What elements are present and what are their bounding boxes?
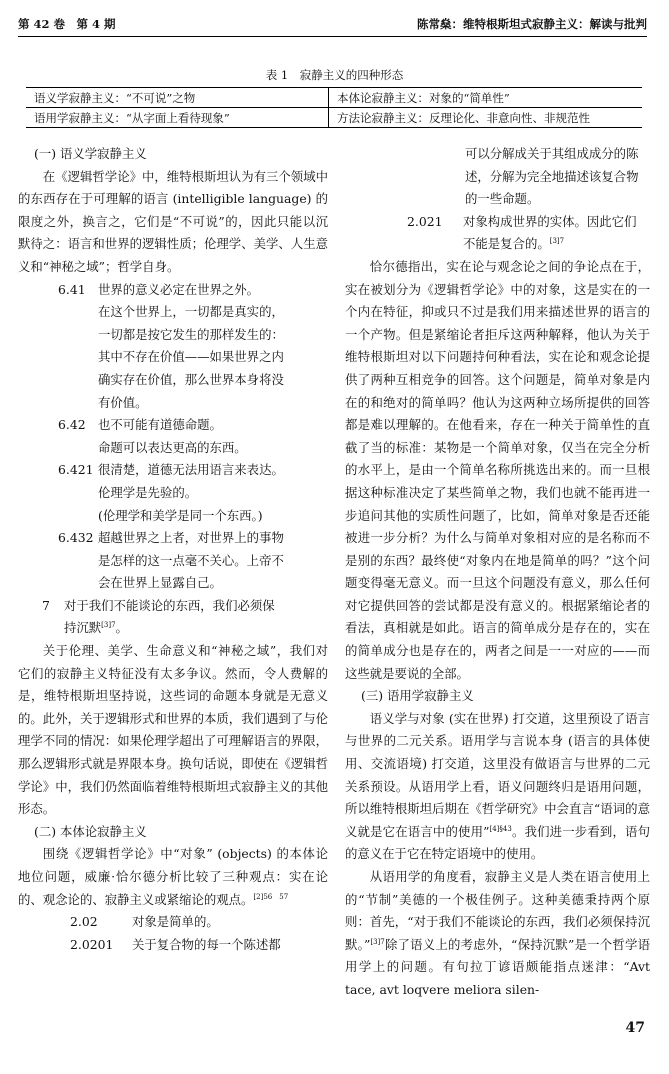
section-heading-semantic: (一) 语义学寂静主义 bbox=[34, 146, 147, 161]
quote-7 bbox=[42, 595, 282, 640]
paragraph bbox=[18, 843, 328, 911]
quote-text: 世界的意义必定在世界之外。 bbox=[98, 281, 260, 297]
quote-text: 关于复合物的每一个陈述都 bbox=[132, 936, 281, 952]
quote-continuation: 可以分解成关于其组成成分的陈述，分解为完全地描述该复合物的一些命题。 bbox=[465, 146, 639, 207]
quote-text: 伦理学是先验的。 bbox=[98, 484, 198, 500]
table-cell: 本体论寂静主义：对象的“简单性” bbox=[329, 88, 643, 108]
quote-number: 6.42 bbox=[58, 417, 86, 433]
quote-number: 6.41 bbox=[58, 281, 86, 297]
quote-6-421 bbox=[58, 459, 294, 527]
paragraph-text: 围绕《逻辑哲学论》中“对象” (objects) 的本体论地位问题，威廉·恰尔德分析比较了三种观点：实在论的、观念论的、寂静主义或紧缩论的观点。 bbox=[18, 846, 328, 907]
header-rule bbox=[18, 36, 647, 37]
paragraph-text: 语义学与对象 (实在世界) 打交道，这里预设了语言与世界的二元关系。语用学与言说本身 (语言的具体使用、交流语境) 打交道，这里没有做语言与世界的二元关系预设。从语用学上看，语义问题终归是语用问题，所以维特根斯坦后期在《哲学研究》中会直言“语词的意义就是它在语言中的使用” bbox=[345, 710, 650, 839]
journal-volume: 第 42 卷 第 4 期 bbox=[18, 17, 116, 31]
section-heading-pragmatic: (三) 语用学寂静主义 bbox=[361, 688, 474, 704]
paragraph: 关于伦理、美学、生命意义和“神秘之域”，我们对它们的寂静主义特征没有太多争议。然而，令人费解的是，维特根斯坦坚持说，这些词的命题本身就是无意义的。此外，关于逻辑形式和世界的本质，我们遇到了与伦理学不同的情况：如果伦理学超出了可理解语言的界限，那么逻辑形式就是界限本身。换句话说，即使在《逻辑哲学论》中，我们仍然面临着维特根斯坦式寂静主义的其他形态。 bbox=[18, 643, 328, 817]
paragraph: 恰尔德指出，实在论与观念论之间的争论点在于，实在被划分为《逻辑哲学论》中的对象，这是实在的一个内在特征，抑或只不过是我们用来描述世界的语言的一个产物。但是紧缩论者拒斥这两种解释，他认为关于维特根斯坦对以下问题持何种看法，实在论和观念论提供了两种互相竞争的回答。这个问题是，简单对象是内在的和绝对的简单吗？他认为这两种立场所提供的回答都是难以理解的。在他看来，存在一种关于简单性的直截了当的标准：某物是一个简单对象，仅当在完全分析的水平上，是由一个简单名称所挑选出来的。而一旦根据这种标准决定了某些简单之物，我们也就不能再进一步追问其他的实质性问题了，比如，简单对象是否还能被进一步分析？为什么与简单对象相对应的是名称而不是别的东西？最终使“对象内在地是简单的吗？”这个问题变得毫无意义。而一旦这个问题没有意义，那么任何对它提供回答的尝试都是没有意义的。根据紧缩论者的看法，真相就是如此。语言的简单成分是存在的，实在的简单成分也是存在的，两者之间是一一对应的——而这些就是要说的全部。 bbox=[345, 258, 650, 681]
citation-ref: [3]7 bbox=[549, 237, 565, 246]
paragraph-text: 从语用学的角度看，寂静主义是人类在语言使用上的“节制”美德的一个极佳例子。这种美德秉持两个原则：首先，“对于我们不能谈论的东西，我们必须保持沉默。” bbox=[345, 869, 650, 952]
quote-number: 7 bbox=[42, 597, 50, 613]
quote-text: 也不可能有道德命题。 bbox=[98, 417, 222, 433]
left-column bbox=[18, 143, 328, 956]
citation-ref: [3]7 bbox=[101, 621, 116, 630]
quote-text-end: 。 bbox=[115, 620, 128, 636]
paragraph-text: 除了语义上的考虑外，“保持沉默”是一个哲学语用学上的问题。有句拉丁谚语颇能指点迷津：“Avt tace, avt loqvere meliora silen- bbox=[345, 936, 650, 997]
paragraph-text: 。我们进一步看到，语句的意义在于它在特定语境中的使用。 bbox=[345, 823, 650, 862]
citation-ref: [3]7 bbox=[370, 937, 385, 946]
quote-6-41 bbox=[58, 279, 294, 415]
quote-2-021 bbox=[407, 211, 645, 256]
quote-2-02 bbox=[70, 911, 328, 934]
quote-text: 在这个世界上，一切都是真实的，一切都是按它发生的那样发生的：其中不存在价值——如果世界之内确实存在价值，那么世界本身将没有价值。 bbox=[98, 304, 284, 410]
quote-6-432 bbox=[58, 527, 294, 595]
quote-number: 2.0201 bbox=[70, 936, 114, 952]
quote-text: 很清楚，道德无法用语言来表达。 bbox=[98, 462, 284, 478]
quietism-forms-table bbox=[26, 87, 642, 128]
table-caption: 表 1 寂静主义的四种形态 bbox=[265, 68, 404, 82]
quote-text: 对象构成世界的实体。因此它们不能是复合的。 bbox=[463, 213, 637, 252]
quote-text: 对象是简单的。 bbox=[132, 914, 219, 930]
table-row bbox=[26, 88, 642, 108]
quote-text: 命题可以表达更高的东西。 bbox=[98, 439, 247, 455]
table-cell: 方法论寂静主义：反理论化、非意向性、非规范性 bbox=[329, 108, 643, 128]
table-cell: 语用学寂静主义：“从字面上看待现象” bbox=[26, 108, 329, 128]
right-column bbox=[345, 143, 650, 1002]
quote-number: 2.021 bbox=[407, 213, 443, 229]
citation-ref: [4]§43 bbox=[489, 824, 512, 833]
quote-2-0201 bbox=[70, 934, 328, 957]
quote-text: 对于我们不能谈论的东西，我们必须保持沉默 bbox=[64, 597, 275, 636]
quote-number: 6.432 bbox=[58, 530, 94, 546]
quote-6-42 bbox=[58, 414, 294, 459]
article-running-title: 陈常燊：维特根斯坦式寂静主义：解读与批判 bbox=[417, 17, 647, 31]
running-header bbox=[18, 14, 647, 34]
quote-text: (伦理学和美学是同一个东西。) bbox=[98, 507, 263, 523]
quote-number: 6.421 bbox=[58, 462, 94, 478]
page-number: 47 bbox=[625, 1020, 645, 1036]
table-cell: 语义学寂静主义：“不可说”之物 bbox=[26, 88, 329, 108]
citation-ref: [2]56 57 bbox=[253, 892, 289, 901]
paragraph bbox=[345, 866, 650, 1002]
section-heading-ontological: (二) 本体论寂静主义 bbox=[34, 823, 147, 839]
paragraph: 在《逻辑哲学论》中，维特根斯坦认为有三个领域中的东西存在于可理解的语言 (intelligible language) 的限度之外，换言之，它们是“不可说”的，因此只能以沉默待之：语言和世界的逻辑性质；伦理学、美学、人生意义和“神秘之域”；哲学自身。 bbox=[18, 168, 328, 274]
paragraph bbox=[345, 708, 650, 866]
quote-number: 2.02 bbox=[70, 914, 98, 930]
quote-text: 超越世界之上者，对世界上的事物是怎样的这一点毫不关心。上帝不会在世界上显露自己。 bbox=[98, 530, 284, 591]
table-row bbox=[26, 108, 642, 128]
